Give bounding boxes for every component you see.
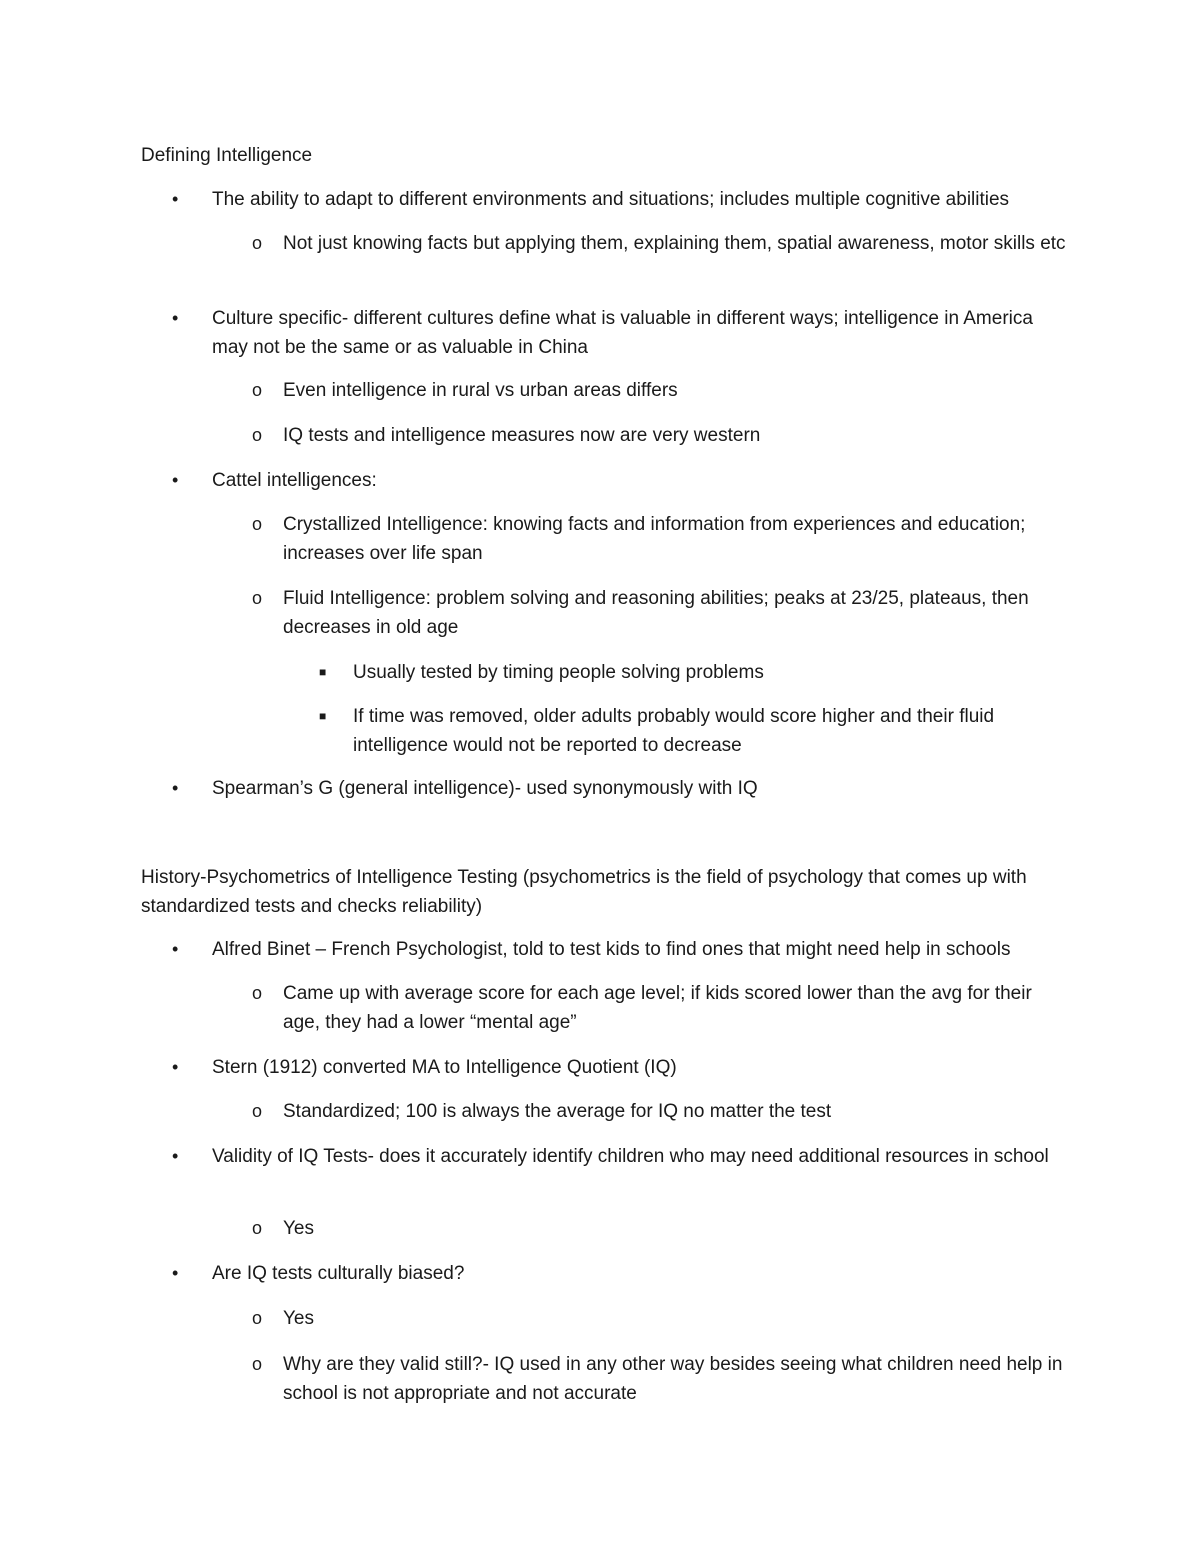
bullet-icon: • — [172, 778, 179, 798]
list-item-text: Are IQ tests culturally biased? — [212, 1263, 465, 1284]
list-item — [252, 510, 1073, 568]
circle-bullet-icon: o — [252, 233, 263, 253]
list-item-text: Validity of IQ Tests- does it accurately identify children who may need additional resources in school — [212, 1146, 1049, 1167]
circle-bullet-icon: o — [252, 425, 263, 445]
list-item-text: Usually tested by timing people solving problems — [353, 662, 764, 683]
list-item-text: Yes — [283, 1308, 314, 1329]
circle-bullet-icon: o — [252, 1308, 263, 1328]
list-item-text: Culture specific- different cultures define what is valuable in different ways; intelligence in America may not be the same or as valuable in China — [212, 308, 1033, 358]
list-item — [172, 1259, 1072, 1288]
list-item — [172, 1053, 1072, 1082]
circle-bullet-icon: o — [252, 983, 263, 1003]
list-item-text: Standardized; 100 is always the average for IQ no matter the test — [283, 1101, 832, 1122]
list-item-text: Cattel intelligences: — [212, 470, 377, 491]
list-item — [172, 466, 1072, 495]
bullet-icon: • — [172, 1146, 179, 1166]
circle-bullet-icon: o — [252, 380, 263, 400]
list-item — [252, 421, 1073, 450]
square-bullet-icon: ■ — [319, 709, 327, 723]
bullet-icon: • — [172, 1057, 179, 1077]
section-heading: Defining Intelligence — [141, 145, 313, 166]
list-item-text: Fluid Intelligence: problem solving and reasoning abilities; peaks at 23/25, plateaus, then decreases in old age — [283, 588, 1029, 638]
bullet-icon: • — [172, 470, 179, 490]
list-item — [252, 376, 1073, 405]
circle-bullet-icon: o — [252, 1218, 263, 1238]
list-item — [172, 774, 1072, 803]
list-item-text: Alfred Binet – French Psychologist, told to test kids to find ones that might need help in schools — [212, 939, 1011, 960]
list-item-text: Spearman’s G (general intelligence)- used synonymously with IQ — [212, 778, 758, 799]
list-item — [319, 658, 1073, 687]
circle-bullet-icon: o — [252, 514, 263, 534]
list-item — [172, 1142, 1072, 1171]
list-item — [319, 702, 1073, 760]
list-item — [172, 185, 1072, 214]
list-item-text: Why are they valid still?- IQ used in any other way besides seeing what children need help in school is not appropriate and not accurate — [283, 1354, 1063, 1404]
circle-bullet-icon: o — [252, 588, 263, 608]
list-item — [172, 304, 1072, 362]
list-item-text: Crystallized Intelligence: knowing facts and information from experiences and education; increases over life span — [283, 514, 1026, 564]
list-item — [252, 1097, 1073, 1126]
bullet-icon: • — [172, 1263, 179, 1283]
bullet-icon: • — [172, 939, 179, 959]
square-bullet-icon: ■ — [319, 665, 327, 679]
list-item — [252, 1214, 1073, 1243]
list-item-text: The ability to adapt to different environments and situations; includes multiple cognitive abilities — [212, 189, 1010, 210]
list-item — [252, 1350, 1073, 1408]
list-item — [172, 935, 1072, 964]
list-item-text: Stern (1912) converted MA to Intelligence Quotient (IQ) — [212, 1057, 677, 1078]
list-item-text: Came up with average score for each age level; if kids scored lower than the avg for their age, they had a lower “mental age” — [283, 983, 1032, 1033]
list-item-text: If time was removed, older adults probably would score higher and their fluid intelligence would not be reported to decrease — [353, 706, 995, 756]
list-item-text: Yes — [283, 1218, 314, 1239]
list-item-text: Even intelligence in rural vs urban areas differs — [283, 380, 678, 401]
circle-bullet-icon: o — [252, 1354, 263, 1374]
list-item — [252, 229, 1073, 258]
list-item-text: Not just knowing facts but applying them, explaining them, spatial awareness, motor skills etc — [283, 233, 1066, 254]
circle-bullet-icon: o — [252, 1101, 263, 1121]
list-item — [252, 584, 1073, 642]
bullet-icon: • — [172, 189, 179, 209]
bullet-icon: • — [172, 308, 179, 328]
list-item-text: IQ tests and intelligence measures now are very western — [283, 425, 761, 446]
section-heading: History-Psychometrics of Intelligence Testing (psychometrics is the field of psychology that comes up with standardized tests and checks reliability) — [141, 867, 1027, 917]
list-item — [252, 1304, 1073, 1333]
list-item — [252, 979, 1073, 1037]
